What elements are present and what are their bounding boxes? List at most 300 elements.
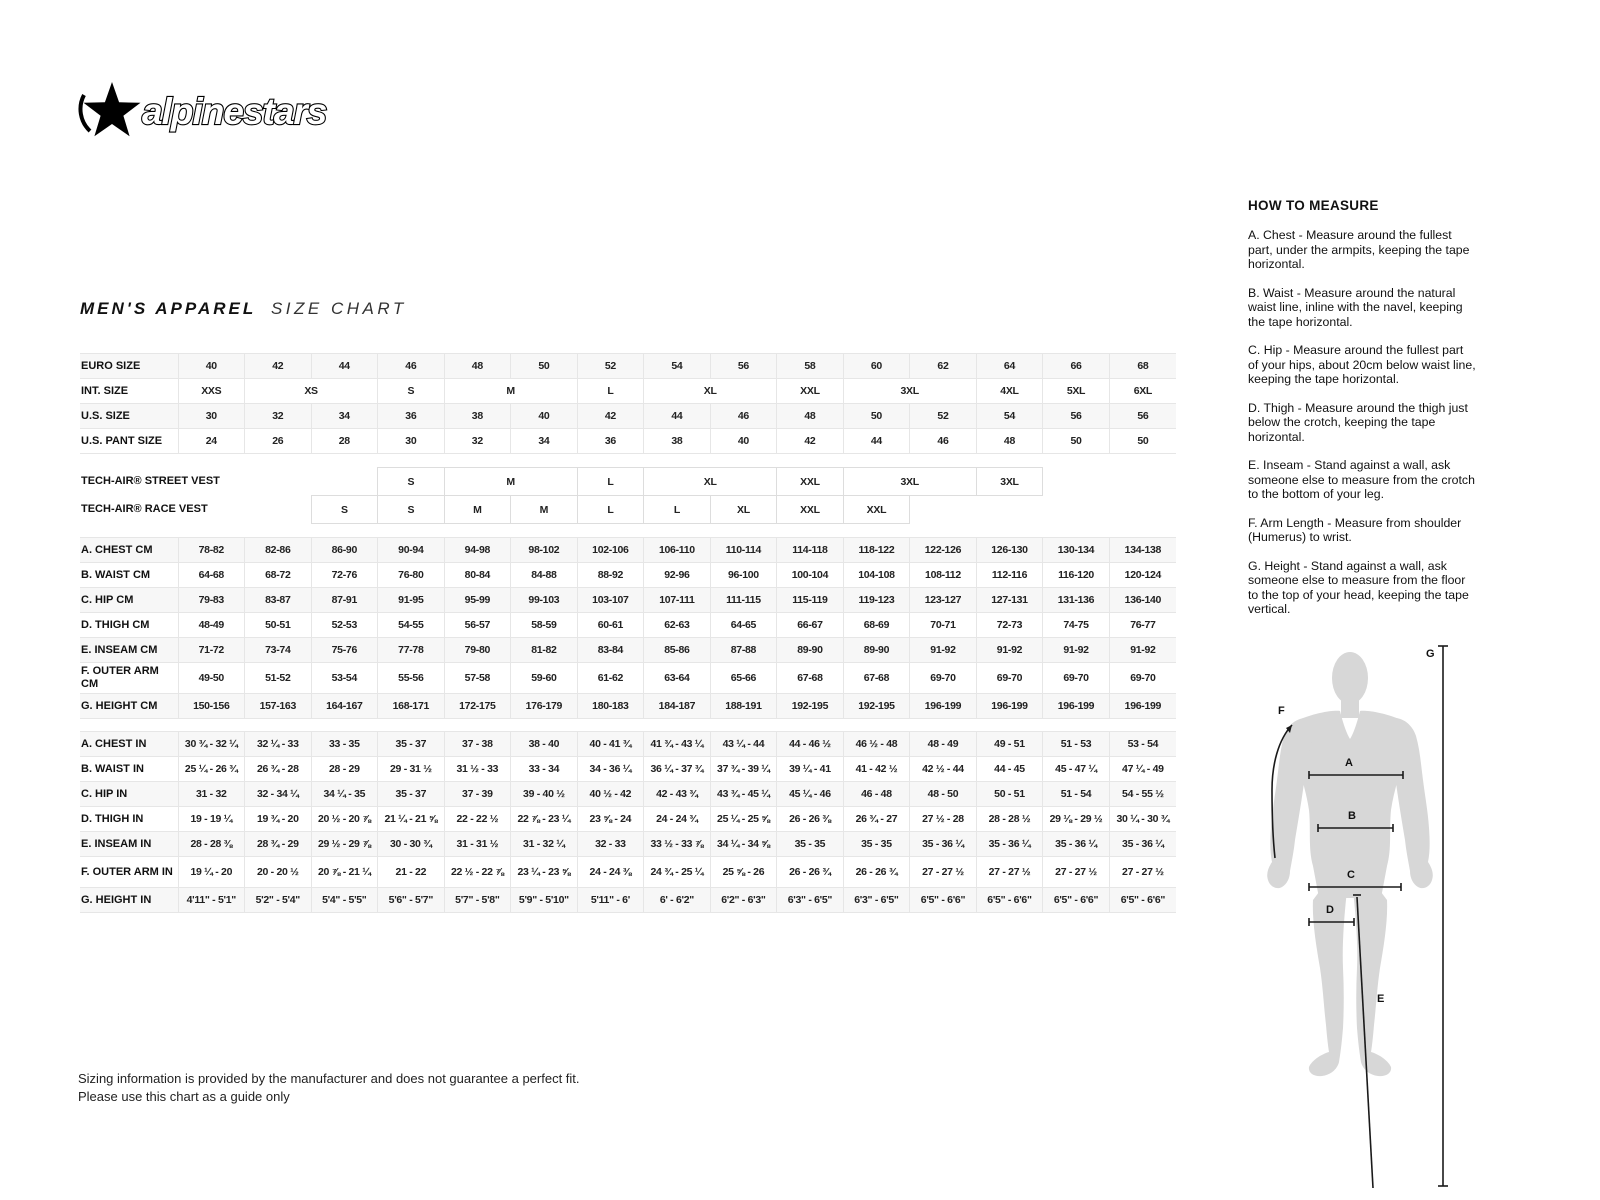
table-cell: 37 - 39 xyxy=(444,782,511,807)
table-cell: 46 xyxy=(910,429,977,454)
table-cell: 58-59 xyxy=(511,613,578,638)
table-cell: 60 xyxy=(843,354,910,379)
table-cell: 180-183 xyxy=(577,694,644,719)
table-cell: 6'5" - 6'6" xyxy=(910,888,977,913)
table-cell: 24 - 24 ¾ xyxy=(644,807,711,832)
table-cell: 164-167 xyxy=(311,694,378,719)
row-label: TECH-AIR® RACE VEST xyxy=(80,496,311,524)
table-cell: 44 - 45 xyxy=(976,757,1043,782)
table-cell: 91-92 xyxy=(1109,638,1176,663)
table-cell: 42 xyxy=(577,404,644,429)
row-label: C. HIP CM xyxy=(80,588,178,613)
table-cell: 20 - 20 ½ xyxy=(245,857,312,888)
table-cell: 51-52 xyxy=(245,663,312,694)
table-cell: 98-102 xyxy=(511,538,578,563)
page-title-primary: MEN'S APPAREL xyxy=(80,299,257,318)
table-cell: 20 ½ - 20 ⅞ xyxy=(311,807,378,832)
table-cell: 23 ¼ - 23 ⅝ xyxy=(511,857,578,888)
table-row-height-cm xyxy=(80,694,1176,719)
table-cell: 188-191 xyxy=(710,694,777,719)
table-cell: 6'3" - 6'5" xyxy=(843,888,910,913)
table-cell: 120-124 xyxy=(1109,563,1176,588)
table-cell: 32 xyxy=(444,429,511,454)
table-cell: 6XL xyxy=(1109,379,1176,404)
table-cell: 91-92 xyxy=(910,638,977,663)
page-title xyxy=(80,299,407,319)
table-cell: 19 - 19 ¼ xyxy=(178,807,245,832)
table-cell: 34 - 36 ¼ xyxy=(577,757,644,782)
table-cell: 41 - 42 ½ xyxy=(843,757,910,782)
table-cell: 119-123 xyxy=(843,588,910,613)
footer-disclaimer xyxy=(78,1070,580,1105)
table-cell: 42 xyxy=(777,429,844,454)
table-cell: 25 ¼ - 25 ⅝ xyxy=(710,807,777,832)
table-cell: 46 xyxy=(710,404,777,429)
table-cell: 22 - 22 ½ xyxy=(444,807,511,832)
table-cell: 33 - 34 xyxy=(511,757,578,782)
table-cell: 85-86 xyxy=(644,638,711,663)
table-cell: 33 - 35 xyxy=(311,732,378,757)
table-cell: 70-71 xyxy=(910,613,977,638)
table-cell: 126-130 xyxy=(976,538,1043,563)
table-cell: 29 - 31 ½ xyxy=(378,757,445,782)
table-cell: 6'5" - 6'6" xyxy=(976,888,1043,913)
table-cell: 40 ½ - 42 xyxy=(577,782,644,807)
table-cell: 3XL xyxy=(843,379,976,404)
table-cell: 90-94 xyxy=(378,538,445,563)
table-cell: 48 - 49 xyxy=(910,732,977,757)
table-cell: 48 xyxy=(777,404,844,429)
table-row-outer-arm-in xyxy=(80,857,1176,888)
table-row-chest-cm xyxy=(80,538,1176,563)
table-cell: 46 ½ - 48 xyxy=(843,732,910,757)
table-cell: 74-75 xyxy=(1043,613,1110,638)
diagram-label-d: D xyxy=(1326,904,1334,916)
table-cell: 196-199 xyxy=(1043,694,1110,719)
table-cell: 41 ¾ - 43 ¼ xyxy=(644,732,711,757)
how-to-measure-list xyxy=(1248,228,1476,617)
row-label: D. THIGH IN xyxy=(80,807,178,832)
table-cell: 68-69 xyxy=(843,613,910,638)
table-cell: 48 xyxy=(976,429,1043,454)
row-label: G. HEIGHT CM xyxy=(80,694,178,719)
table-cell: 42 - 43 ¾ xyxy=(644,782,711,807)
table-row-inseam-in xyxy=(80,832,1176,857)
table-cell: 89-90 xyxy=(777,638,844,663)
table-cell: XL xyxy=(710,496,777,524)
table-cell: 31 - 31 ½ xyxy=(444,832,511,857)
table-cell: 45 ¼ - 46 xyxy=(777,782,844,807)
table-cell: 32 - 33 xyxy=(577,832,644,857)
table-cell: 88-92 xyxy=(577,563,644,588)
table-cell: 35 - 36 ¼ xyxy=(976,832,1043,857)
table-cell: 35 - 35 xyxy=(777,832,844,857)
row-label: C. HIP IN xyxy=(80,782,178,807)
table-cell: 53 - 54 xyxy=(1109,732,1176,757)
size-table-body xyxy=(80,354,1176,913)
table-cell: 32 ¼ - 33 xyxy=(245,732,312,757)
table-cell: 50 xyxy=(843,404,910,429)
table-cell: 29 ⅛ - 29 ½ xyxy=(1043,807,1110,832)
table-cell: 37 - 38 xyxy=(444,732,511,757)
table-cell: 5'6" - 5'7" xyxy=(378,888,445,913)
table-cell: 6' - 6'2" xyxy=(644,888,711,913)
table-cell: 30 ¼ - 30 ¾ xyxy=(1109,807,1176,832)
table-cell: 51 - 54 xyxy=(1043,782,1110,807)
table-cell: 48 - 50 xyxy=(910,782,977,807)
table-cell: 45 - 47 ¼ xyxy=(1043,757,1110,782)
table-cell: 83-87 xyxy=(245,588,312,613)
table-cell: 48-49 xyxy=(178,613,245,638)
table-cell: 52 xyxy=(577,354,644,379)
table-row-chest-in xyxy=(80,732,1176,757)
table-cell: 32 xyxy=(245,404,312,429)
table-cell: 31 - 32 xyxy=(178,782,245,807)
table-cell: 60-61 xyxy=(577,613,644,638)
alpinestars-star-icon xyxy=(80,82,140,136)
table-gap xyxy=(80,454,1176,468)
table-cell: 42 ½ - 44 xyxy=(910,757,977,782)
table-cell: 59-60 xyxy=(511,663,578,694)
table-cell: 110-114 xyxy=(710,538,777,563)
table-cell: 69-70 xyxy=(1109,663,1176,694)
table-cell: 4XL xyxy=(976,379,1043,404)
row-label: B. WAIST IN xyxy=(80,757,178,782)
table-cell: 64-68 xyxy=(178,563,245,588)
table-cell: 52-53 xyxy=(311,613,378,638)
table-cell: 56-57 xyxy=(444,613,511,638)
table-cell: 26 - 26 ⅜ xyxy=(777,807,844,832)
table-cell: 157-163 xyxy=(245,694,312,719)
table-cell: 150-156 xyxy=(178,694,245,719)
diagram-label-f: F xyxy=(1278,705,1285,717)
table-cell: 91-92 xyxy=(1043,638,1110,663)
table-cell: 5'9" - 5'10" xyxy=(511,888,578,913)
row-label: B. WAIST CM xyxy=(80,563,178,588)
table-cell: 106-110 xyxy=(644,538,711,563)
table-cell: 54 xyxy=(644,354,711,379)
table-cell: 27 - 27 ½ xyxy=(1109,857,1176,888)
table-cell: 27 - 27 ½ xyxy=(910,857,977,888)
table-row-outer-arm-cm xyxy=(80,663,1176,694)
measure-item: C. Hip - Measure around the fullest part of your hips, about 20cm below waist line, keeping the tape horizontal. xyxy=(1248,343,1476,386)
table-row-gap3 xyxy=(80,719,1176,732)
table-cell: 28 - 29 xyxy=(311,757,378,782)
measure-item: B. Waist - Measure around the natural waist line, inline with the navel, keeping the tape horizontal. xyxy=(1248,285,1463,329)
table-cell: 23 ⅝ - 24 xyxy=(577,807,644,832)
table-cell: 31 ½ - 33 xyxy=(444,757,511,782)
table-cell: XS xyxy=(245,379,378,404)
table-cell: 5'4" - 5'5" xyxy=(311,888,378,913)
table-cell: 19 ¾ - 20 xyxy=(245,807,312,832)
table-cell: 136-140 xyxy=(1109,588,1176,613)
table-cell: 99-103 xyxy=(511,588,578,613)
table-cell: 25 ¼ - 26 ¾ xyxy=(178,757,245,782)
table-cell: 118-122 xyxy=(843,538,910,563)
row-label: TECH-AIR® STREET VEST xyxy=(80,468,378,496)
table-cell: 40 xyxy=(710,429,777,454)
table-cell: 134-138 xyxy=(1109,538,1176,563)
table-cell: M xyxy=(444,379,577,404)
row-label: A. CHEST IN xyxy=(80,732,178,757)
table-cell: 3XL xyxy=(976,468,1043,496)
table-cell: S xyxy=(311,496,378,524)
table-cell: XL xyxy=(644,468,777,496)
table-cell xyxy=(910,496,1176,524)
table-cell: 27 ½ - 28 xyxy=(910,807,977,832)
table-cell: 64-65 xyxy=(710,613,777,638)
table-cell: 24 xyxy=(178,429,245,454)
table-cell: 31 - 32 ¼ xyxy=(511,832,578,857)
table-cell: 28 xyxy=(311,429,378,454)
table-cell: 26 - 26 ¾ xyxy=(777,857,844,888)
table-cell: 34 xyxy=(311,404,378,429)
table-cell: 122-126 xyxy=(910,538,977,563)
table-cell: 50 xyxy=(1043,429,1110,454)
table-cell: 27 - 27 ½ xyxy=(976,857,1043,888)
measure-item: E. Inseam - Stand against a wall, ask someone else to measure from the crotch to the bottom of your leg. xyxy=(1248,458,1475,501)
table-cell: 72-76 xyxy=(311,563,378,588)
table-cell: 69-70 xyxy=(910,663,977,694)
how-to-measure-section xyxy=(1248,198,1476,631)
table-cell: 52 xyxy=(910,404,977,429)
table-cell: 43 ¾ - 45 ¼ xyxy=(710,782,777,807)
table-cell: 196-199 xyxy=(1109,694,1176,719)
table-cell: 44 xyxy=(843,429,910,454)
table-cell: 67-68 xyxy=(843,663,910,694)
table-cell: 68-72 xyxy=(245,563,312,588)
table-cell: 61-62 xyxy=(577,663,644,694)
table-cell: 72-73 xyxy=(976,613,1043,638)
table-cell: 127-131 xyxy=(976,588,1043,613)
table-cell: 100-104 xyxy=(777,563,844,588)
table-cell: 40 - 41 ¾ xyxy=(577,732,644,757)
row-label: G. HEIGHT IN xyxy=(80,888,178,913)
table-cell: 32 - 34 ¼ xyxy=(245,782,312,807)
table-cell: L xyxy=(577,379,644,404)
table-cell: XXL xyxy=(777,379,844,404)
table-cell: 71-72 xyxy=(178,638,245,663)
table-cell: 108-112 xyxy=(910,563,977,588)
body-silhouette xyxy=(1267,652,1433,1076)
table-cell: 50 - 51 xyxy=(976,782,1043,807)
table-cell: 50 xyxy=(1109,429,1176,454)
table-cell: 66-67 xyxy=(777,613,844,638)
diagram-label-b: B xyxy=(1348,810,1356,822)
table-cell: 58 xyxy=(777,354,844,379)
table-cell: 28 ¾ - 29 xyxy=(245,832,312,857)
brand-wordmark: alpinestars xyxy=(142,91,327,132)
table-cell: 3XL xyxy=(843,468,976,496)
table-cell: 33 ½ - 33 ⅞ xyxy=(644,832,711,857)
table-cell: 78-82 xyxy=(178,538,245,563)
table-cell: 37 ¾ - 39 ¼ xyxy=(710,757,777,782)
diagram-label-e: E xyxy=(1377,993,1385,1005)
table-cell: 87-91 xyxy=(311,588,378,613)
table-cell: 44 xyxy=(644,404,711,429)
table-cell: 38 xyxy=(644,429,711,454)
table-cell: 5'7" - 5'8" xyxy=(444,888,511,913)
table-cell: 54 xyxy=(976,404,1043,429)
table-cell: 28 - 28 ½ xyxy=(976,807,1043,832)
table-cell: 26 ¾ - 27 xyxy=(843,807,910,832)
table-cell: 5'11" - 6' xyxy=(577,888,644,913)
table-cell: 130-134 xyxy=(1043,538,1110,563)
row-label: E. INSEAM CM xyxy=(80,638,178,663)
row-label: U.S. PANT SIZE xyxy=(80,429,178,454)
how-to-measure-heading: HOW TO MEASURE xyxy=(1248,198,1379,213)
table-cell: M xyxy=(511,496,578,524)
table-cell: 53-54 xyxy=(311,663,378,694)
table-cell: 84-88 xyxy=(511,563,578,588)
footer-line-1: Sizing information is provided by the manufacturer and does not guarantee a perfect fit. xyxy=(78,1071,580,1086)
table-cell: 176-179 xyxy=(511,694,578,719)
table-cell: 35 - 35 xyxy=(843,832,910,857)
table-row-hip-in xyxy=(80,782,1176,807)
row-label: U.S. SIZE xyxy=(80,404,178,429)
table-cell: 24 ¾ - 25 ¼ xyxy=(644,857,711,888)
table-cell: 40 xyxy=(178,354,245,379)
table-cell: 184-187 xyxy=(644,694,711,719)
table-cell: 57-58 xyxy=(444,663,511,694)
table-cell: 30 xyxy=(378,429,445,454)
table-cell: 6'5" - 6'6" xyxy=(1109,888,1176,913)
diagram-label-g: G xyxy=(1426,648,1435,660)
table-row-waist-in xyxy=(80,757,1176,782)
table-row-hip-cm xyxy=(80,588,1176,613)
table-cell: XL xyxy=(644,379,777,404)
table-cell: 87-88 xyxy=(710,638,777,663)
table-cell: 36 xyxy=(378,404,445,429)
table-cell: 102-106 xyxy=(577,538,644,563)
table-gap xyxy=(80,719,1176,732)
table-cell: 6'3" - 6'5" xyxy=(777,888,844,913)
table-row-tech-air-street-vest xyxy=(80,468,1176,496)
table-cell: 35 - 37 xyxy=(378,782,445,807)
table-cell: 50-51 xyxy=(245,613,312,638)
table-cell: 55-56 xyxy=(378,663,445,694)
table-cell: 111-115 xyxy=(710,588,777,613)
table-cell: L xyxy=(644,496,711,524)
table-cell: 81-82 xyxy=(511,638,578,663)
table-cell: 54 - 55 ½ xyxy=(1109,782,1176,807)
table-cell: 49 - 51 xyxy=(976,732,1043,757)
table-cell: 43 ¼ - 44 xyxy=(710,732,777,757)
table-cell: M xyxy=(444,496,511,524)
table-cell: 68 xyxy=(1109,354,1176,379)
table-cell: 86-90 xyxy=(311,538,378,563)
table-row-us-size xyxy=(80,404,1176,429)
table-cell: 172-175 xyxy=(444,694,511,719)
table-cell: 65-66 xyxy=(710,663,777,694)
table-cell: 56 xyxy=(710,354,777,379)
table-row-gap2 xyxy=(80,524,1176,538)
table-cell: 107-111 xyxy=(644,588,711,613)
table-cell: 39 ¼ - 41 xyxy=(777,757,844,782)
table-cell: L xyxy=(577,468,644,496)
table-cell: 76-77 xyxy=(1109,613,1176,638)
size-table-wrap xyxy=(80,353,1176,913)
table-cell: 56 xyxy=(1043,404,1110,429)
table-cell: 79-83 xyxy=(178,588,245,613)
table-cell: 46 - 48 xyxy=(843,782,910,807)
body-diagram xyxy=(1230,600,1560,1195)
table-row-euro-size xyxy=(80,354,1176,379)
table-row-gap1 xyxy=(80,454,1176,468)
diagram-label-c: C xyxy=(1347,869,1355,881)
table-row-inseam-cm xyxy=(80,638,1176,663)
table-cell: XXL xyxy=(777,468,844,496)
table-cell: 21 - 22 xyxy=(378,857,445,888)
table-cell: 30 ¾ - 32 ¼ xyxy=(178,732,245,757)
table-cell: 19 ¼ - 20 xyxy=(178,857,245,888)
table-cell: 6'5" - 6'6" xyxy=(1043,888,1110,913)
table-cell: 112-116 xyxy=(976,563,1043,588)
table-cell: 92-96 xyxy=(644,563,711,588)
table-cell: 5XL xyxy=(1043,379,1110,404)
table-row-thigh-cm xyxy=(80,613,1176,638)
table-cell: 54-55 xyxy=(378,613,445,638)
table-cell: 20 ⅞ - 21 ¼ xyxy=(311,857,378,888)
table-cell: 35 - 36 ¼ xyxy=(1109,832,1176,857)
table-cell: 115-119 xyxy=(777,588,844,613)
table-cell: 116-120 xyxy=(1043,563,1110,588)
row-label: D. THIGH CM xyxy=(80,613,178,638)
table-cell: 77-78 xyxy=(378,638,445,663)
table-cell: 79-80 xyxy=(444,638,511,663)
table-cell: 131-136 xyxy=(1043,588,1110,613)
table-cell: 35 - 37 xyxy=(378,732,445,757)
table-cell: 22 ⅞ - 23 ¼ xyxy=(511,807,578,832)
table-cell: XXS xyxy=(178,379,245,404)
table-cell: 49-50 xyxy=(178,663,245,694)
diagram-label-a: A xyxy=(1345,757,1353,769)
table-cell: 26 xyxy=(245,429,312,454)
table-cell: 76-80 xyxy=(378,563,445,588)
table-cell: 69-70 xyxy=(1043,663,1110,694)
table-cell: S xyxy=(378,379,445,404)
table-cell: 192-195 xyxy=(843,694,910,719)
table-cell: 91-92 xyxy=(976,638,1043,663)
table-cell: 40 xyxy=(511,404,578,429)
row-label: EURO SIZE xyxy=(80,354,178,379)
table-cell: 38 - 40 xyxy=(511,732,578,757)
table-cell: 6'2" - 6'3" xyxy=(710,888,777,913)
table-cell: 89-90 xyxy=(843,638,910,663)
table-cell: 35 - 36 ¼ xyxy=(910,832,977,857)
table-cell xyxy=(1043,468,1176,496)
table-cell: 73-74 xyxy=(245,638,312,663)
table-cell: 48 xyxy=(444,354,511,379)
table-cell: 44 - 46 ½ xyxy=(777,732,844,757)
table-cell: 56 xyxy=(1109,404,1176,429)
size-table xyxy=(80,353,1176,913)
table-gap xyxy=(80,524,1176,538)
table-cell: 103-107 xyxy=(577,588,644,613)
row-label: INT. SIZE xyxy=(80,379,178,404)
table-row-waist-cm xyxy=(80,563,1176,588)
table-cell: 26 ¾ - 28 xyxy=(245,757,312,782)
table-row-int-size xyxy=(80,379,1176,404)
row-label: F. OUTER ARM CM xyxy=(80,663,178,694)
table-cell: 22 ½ - 22 ⅞ xyxy=(444,857,511,888)
measure-item: G. Height - Stand against a wall, ask someone else to measure from the floor to the top of your head, keeping the tape vertical. xyxy=(1248,558,1469,616)
table-cell: 80-84 xyxy=(444,563,511,588)
table-cell: XXL xyxy=(777,496,844,524)
table-row-height-in xyxy=(80,888,1176,913)
row-label: F. OUTER ARM IN xyxy=(80,857,178,888)
brand-logo xyxy=(78,68,358,148)
